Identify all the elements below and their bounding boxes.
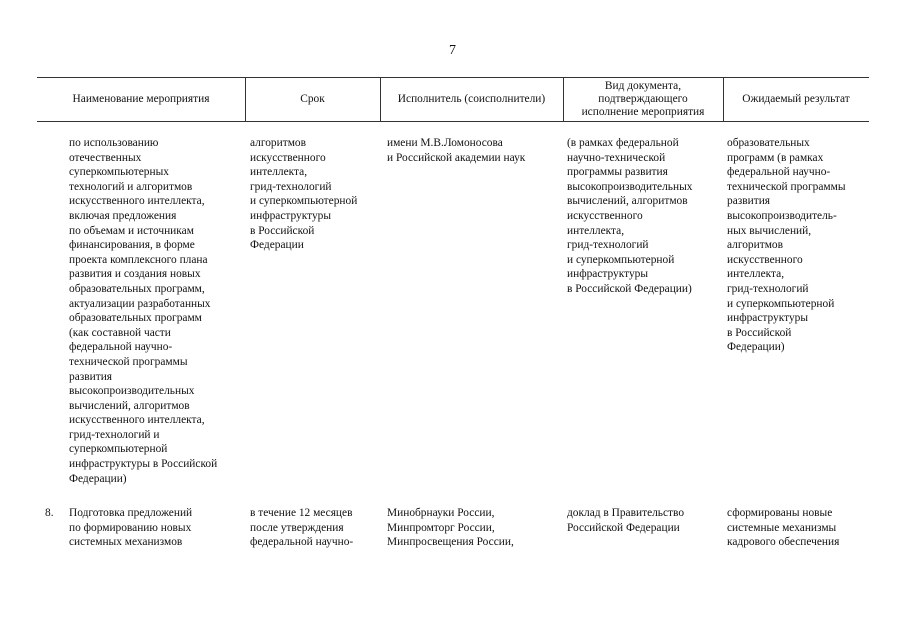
header-expected-result: Ожидаемый результат <box>742 92 850 105</box>
header-deadline: Срок <box>300 92 325 105</box>
header-event-name: Наименование мероприятия <box>72 92 210 105</box>
cell-document-row8: доклад в Правительство Российской Федерации <box>567 507 685 534</box>
cell-deadline-continued: алгоритмов искусственного интеллекта, грид-технологий и суперкомпьютерной инфраструктуры в Российской Федерации <box>250 137 358 252</box>
cell-result-continued: образовательных программ (в рамках федеральной научно- технической программы развития высокопроизводитель- ных вычислений, алгоритмов искусственного интеллекта, грид-технологий и суперкомпьютерной инфраструктуры в Российской Федерации) <box>727 137 846 354</box>
cell-result-row8: сформированы новые системные механизмы кадрового обеспечения <box>727 507 840 549</box>
header-executor: Исполнитель (соисполнители) <box>397 92 546 105</box>
cell-document-continued: (в рамках федеральной научно-технической программы развития высокопроизводительных вычислений, алгоритмов искусственного интеллекта, грид-технологий и суперкомпьютерной инфраструктуры в Российской Федерации) <box>567 137 693 295</box>
header-document-type: Вид документа, подтверждающего исполнение мероприятия <box>581 79 705 118</box>
table-header-bottom-rule <box>37 121 869 122</box>
cell-event-name-row8: Подготовка предложений по формированию новых системных механизмов <box>69 507 193 549</box>
cell-deadline-row8: в течение 12 месяцев после утверждения федеральной научно- <box>250 507 354 549</box>
cell-executor-continued: имени М.В.Ломоносова и Российской академии наук <box>387 137 526 164</box>
cell-executor-row8: Минобрнауки России, Минпромторг России, Минпросвещения России, <box>387 507 514 549</box>
cell-event-name-continued: по использованию отечественных суперкомпьютерных технологий и алгоритмов искусственного интеллекта, включая предложения по объемам и источникам финансирования, в форме проекта комплексного плана развития и создания новых образовательных программ, актуализации разработанных образовательных программ (как составной части федеральной научно- технической программы развития высокопроизводительных вычислений, алгоритмов искусственного интеллекта, грид-технологий и суперкомпьютерной инфраструктуры в Российской Федерации) <box>69 137 218 485</box>
page-number: 7 <box>449 43 456 58</box>
row-number: 8. <box>45 507 54 519</box>
